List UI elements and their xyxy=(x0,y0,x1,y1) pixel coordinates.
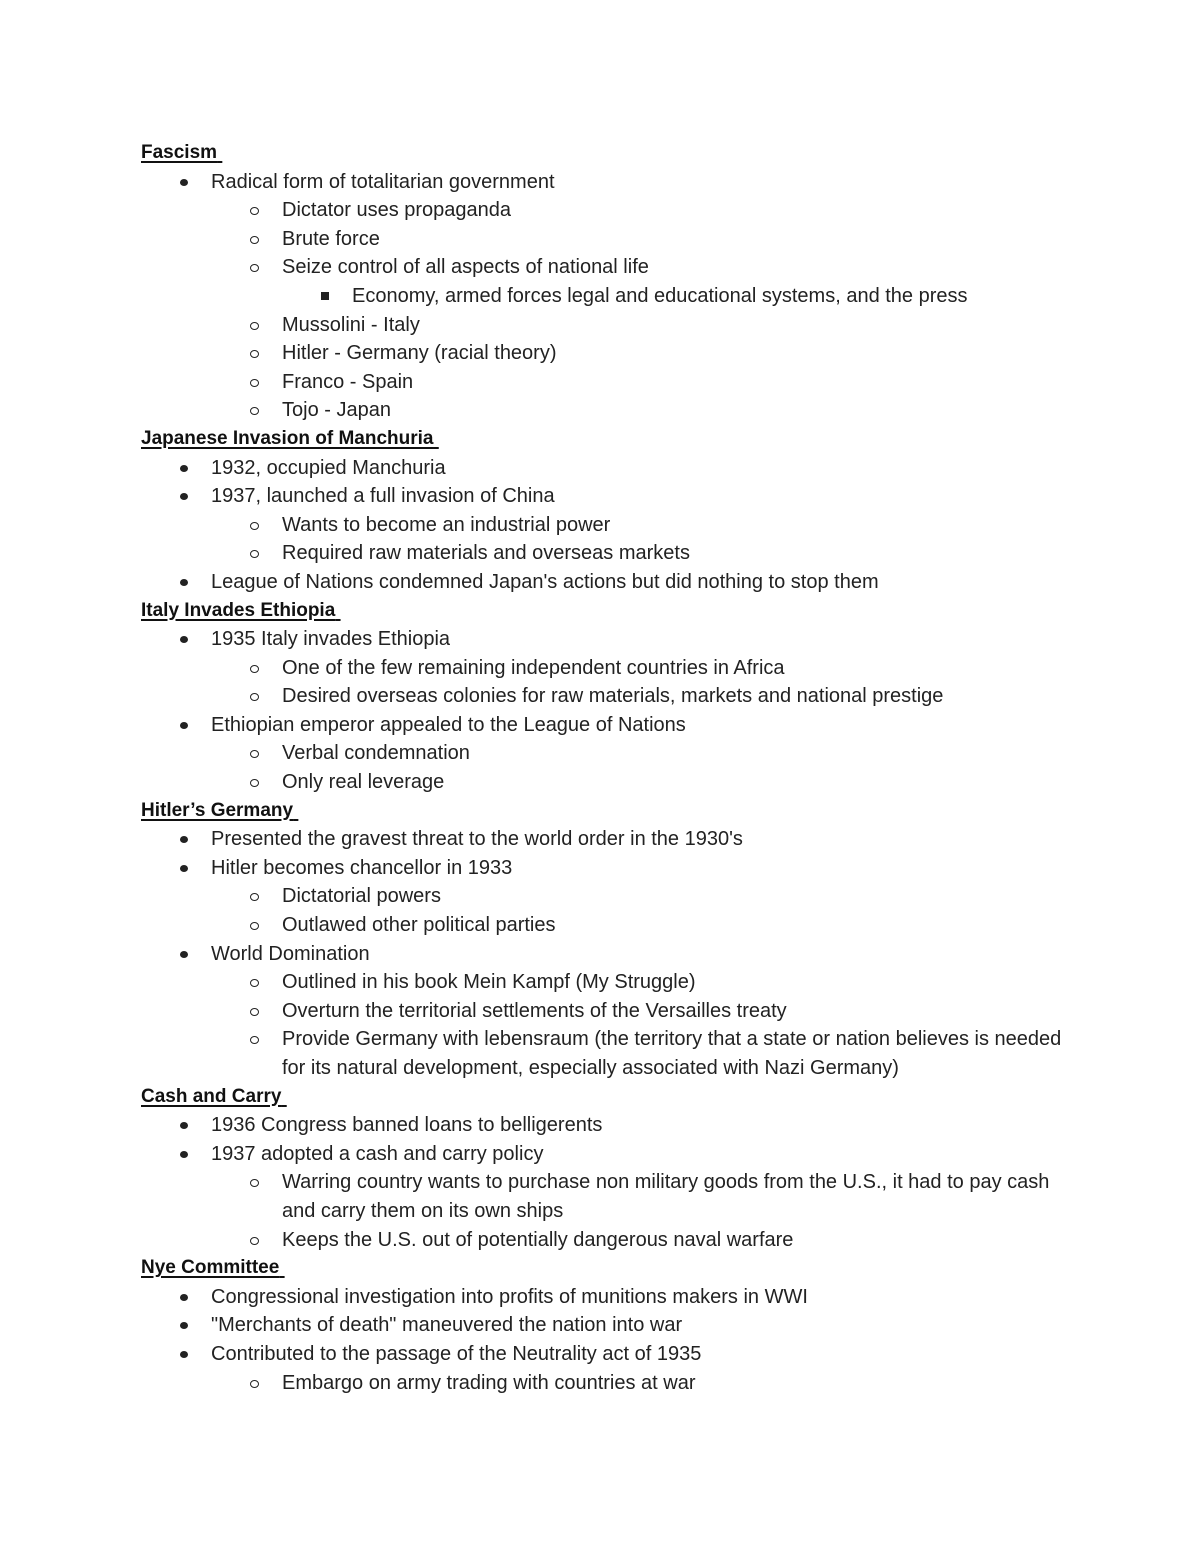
list-item xyxy=(0,825,1200,854)
filled-circle-bullet-icon xyxy=(180,179,188,186)
list-item xyxy=(0,1311,1200,1340)
filled-circle-bullet-icon xyxy=(180,722,188,729)
section-heading xyxy=(0,1083,1200,1112)
list-item xyxy=(0,1168,1200,1225)
list-item-text: One of the few remaining independent countries in Africa xyxy=(282,656,785,679)
list-item-text: Wants to become an industrial power xyxy=(282,513,611,536)
hollow-circle-bullet-icon xyxy=(250,207,259,215)
list-item-text: Warring country wants to purchase non military goods from the U.S., it had to pay cash and carry them on its own ships xyxy=(282,1171,1050,1222)
list-item-text: 1932, occupied Manchuria xyxy=(211,456,446,479)
list-item-text: Congressional investigation into profits of munitions makers in WWI xyxy=(211,1285,808,1308)
list-item xyxy=(0,368,1200,397)
filled-circle-bullet-icon xyxy=(180,865,188,872)
list-item-text: Presented the gravest threat to the world order in the 1930's xyxy=(211,828,743,851)
list-item-text: Required raw materials and overseas markets xyxy=(282,542,690,565)
list-item-text: 1937, launched a full invasion of China xyxy=(211,485,555,508)
filled-circle-bullet-icon xyxy=(180,836,188,843)
list-item xyxy=(0,1340,1200,1369)
list-item-text: Verbal condemnation xyxy=(282,742,470,765)
section-heading xyxy=(0,1254,1200,1283)
filled-circle-bullet-icon xyxy=(180,579,188,586)
list-item-text: Outlined in his book Mein Kampf (My Struggle) xyxy=(282,971,696,994)
section-heading xyxy=(0,797,1200,826)
list-item xyxy=(0,940,1200,969)
hollow-circle-bullet-icon xyxy=(250,407,259,415)
section-heading-text: Cash and Carry xyxy=(141,1085,282,1107)
hollow-circle-bullet-icon xyxy=(250,1008,259,1016)
list-item xyxy=(0,168,1200,197)
list-item-text: League of Nations condemned Japan's actions but did nothing to stop them xyxy=(211,570,879,593)
filled-circle-bullet-icon xyxy=(180,1151,188,1158)
list-item xyxy=(0,539,1200,568)
list-item-text: Ethiopian emperor appealed to the League of Nations xyxy=(211,713,686,736)
filled-circle-bullet-icon xyxy=(180,1294,188,1301)
hollow-circle-bullet-icon xyxy=(250,693,259,701)
list-item-text: Keeps the U.S. out of potentially dangerous naval warfare xyxy=(282,1228,794,1251)
list-item-text: Seize control of all aspects of national life xyxy=(282,256,649,279)
hollow-circle-bullet-icon xyxy=(250,750,259,758)
section-heading xyxy=(0,139,1200,168)
hollow-circle-bullet-icon xyxy=(250,1380,259,1388)
hollow-circle-bullet-icon xyxy=(250,550,259,558)
list-item xyxy=(0,1111,1200,1140)
hollow-circle-bullet-icon xyxy=(250,522,259,530)
list-item-text: Hitler - Germany (racial theory) xyxy=(282,342,557,365)
list-item xyxy=(0,768,1200,797)
filled-circle-bullet-icon xyxy=(180,951,188,958)
section-heading xyxy=(0,425,1200,454)
list-item xyxy=(0,339,1200,368)
list-item xyxy=(0,482,1200,511)
list-item xyxy=(0,1369,1200,1398)
filled-circle-bullet-icon xyxy=(180,636,188,643)
list-item-text: 1937 adopted a cash and carry policy xyxy=(211,1142,544,1165)
list-item xyxy=(0,1025,1200,1082)
list-item xyxy=(0,568,1200,597)
list-item xyxy=(0,911,1200,940)
section-heading-text: Japanese Invasion of Manchuria xyxy=(141,427,434,449)
hollow-circle-bullet-icon xyxy=(250,1179,259,1187)
list-item xyxy=(0,711,1200,740)
list-item xyxy=(0,396,1200,425)
list-item xyxy=(0,1226,1200,1255)
list-item-text: Radical form of totalitarian government xyxy=(211,170,555,193)
list-item xyxy=(0,882,1200,911)
list-item-text: World Domination xyxy=(211,942,370,965)
hollow-circle-bullet-icon xyxy=(250,779,259,787)
hollow-circle-bullet-icon xyxy=(250,236,259,244)
list-item-text: Desired overseas colonies for raw materials, markets and national prestige xyxy=(282,685,944,708)
list-item-text: Contributed to the passage of the Neutrality act of 1935 xyxy=(211,1342,702,1365)
list-item-text: Outlawed other political parties xyxy=(282,914,556,937)
list-item-text: Tojo - Japan xyxy=(282,399,391,422)
list-item xyxy=(0,1283,1200,1312)
list-item xyxy=(0,1140,1200,1169)
list-item xyxy=(0,311,1200,340)
section-heading-text: Hitler’s Germany xyxy=(141,799,294,821)
hollow-circle-bullet-icon xyxy=(250,1237,259,1245)
filled-circle-bullet-icon xyxy=(180,1351,188,1358)
hollow-circle-bullet-icon xyxy=(250,379,259,387)
section-heading-text: Fascism xyxy=(141,142,218,163)
filled-circle-bullet-icon xyxy=(180,1122,188,1129)
list-item xyxy=(0,854,1200,883)
section-heading xyxy=(0,597,1200,626)
list-item-text: Brute force xyxy=(282,227,380,250)
list-item xyxy=(0,968,1200,997)
list-item xyxy=(0,454,1200,483)
filled-circle-bullet-icon xyxy=(180,465,188,472)
hollow-circle-bullet-icon xyxy=(250,264,259,272)
hollow-circle-bullet-icon xyxy=(250,322,259,330)
list-item-text: "Merchants of death" maneuvered the nation into war xyxy=(211,1314,683,1337)
section-heading-text: Nye Committee xyxy=(141,1257,280,1279)
list-item xyxy=(0,225,1200,254)
list-item-text: Dictatorial powers xyxy=(282,885,441,908)
list-item xyxy=(0,625,1200,654)
list-item-text: Hitler becomes chancellor in 1933 xyxy=(211,856,513,879)
list-item xyxy=(0,196,1200,225)
list-item-text: Dictator uses propaganda xyxy=(282,199,512,222)
filled-circle-bullet-icon xyxy=(180,1322,188,1329)
section-heading-text: Italy Invades Ethiopia xyxy=(141,599,336,621)
filled-circle-bullet-icon xyxy=(180,493,188,500)
list-item-text: Embargo on army trading with countries at war xyxy=(282,1371,696,1394)
document-body xyxy=(0,139,1200,1397)
list-item xyxy=(0,282,1200,311)
list-item xyxy=(0,997,1200,1026)
square-bullet-icon xyxy=(321,292,329,300)
list-item-text: Economy, armed forces legal and educational systems, and the press xyxy=(352,284,968,307)
list-item xyxy=(0,253,1200,282)
list-item xyxy=(0,511,1200,540)
hollow-circle-bullet-icon xyxy=(250,893,259,901)
hollow-circle-bullet-icon xyxy=(250,350,259,358)
list-item-text: Mussolini - Italy xyxy=(282,313,420,336)
hollow-circle-bullet-icon xyxy=(250,922,259,930)
list-item xyxy=(0,654,1200,683)
hollow-circle-bullet-icon xyxy=(250,1036,259,1044)
hollow-circle-bullet-icon xyxy=(250,665,259,673)
list-item-text: Franco - Spain xyxy=(282,370,414,393)
list-item-text: 1935 Italy invades Ethiopia xyxy=(211,628,451,651)
list-item-text: Overturn the territorial settlements of the Versailles treaty xyxy=(282,999,787,1022)
list-item-text: Only real leverage xyxy=(282,771,445,794)
list-item-text: 1936 Congress banned loans to belligerents xyxy=(211,1114,603,1137)
list-item-text: Provide Germany with lebensraum (the territory that a state or nation believes is needed for its natural development, especially associated with Nazi Germany) xyxy=(282,1028,1062,1079)
hollow-circle-bullet-icon xyxy=(250,979,259,987)
list-item xyxy=(0,739,1200,768)
list-item xyxy=(0,682,1200,711)
